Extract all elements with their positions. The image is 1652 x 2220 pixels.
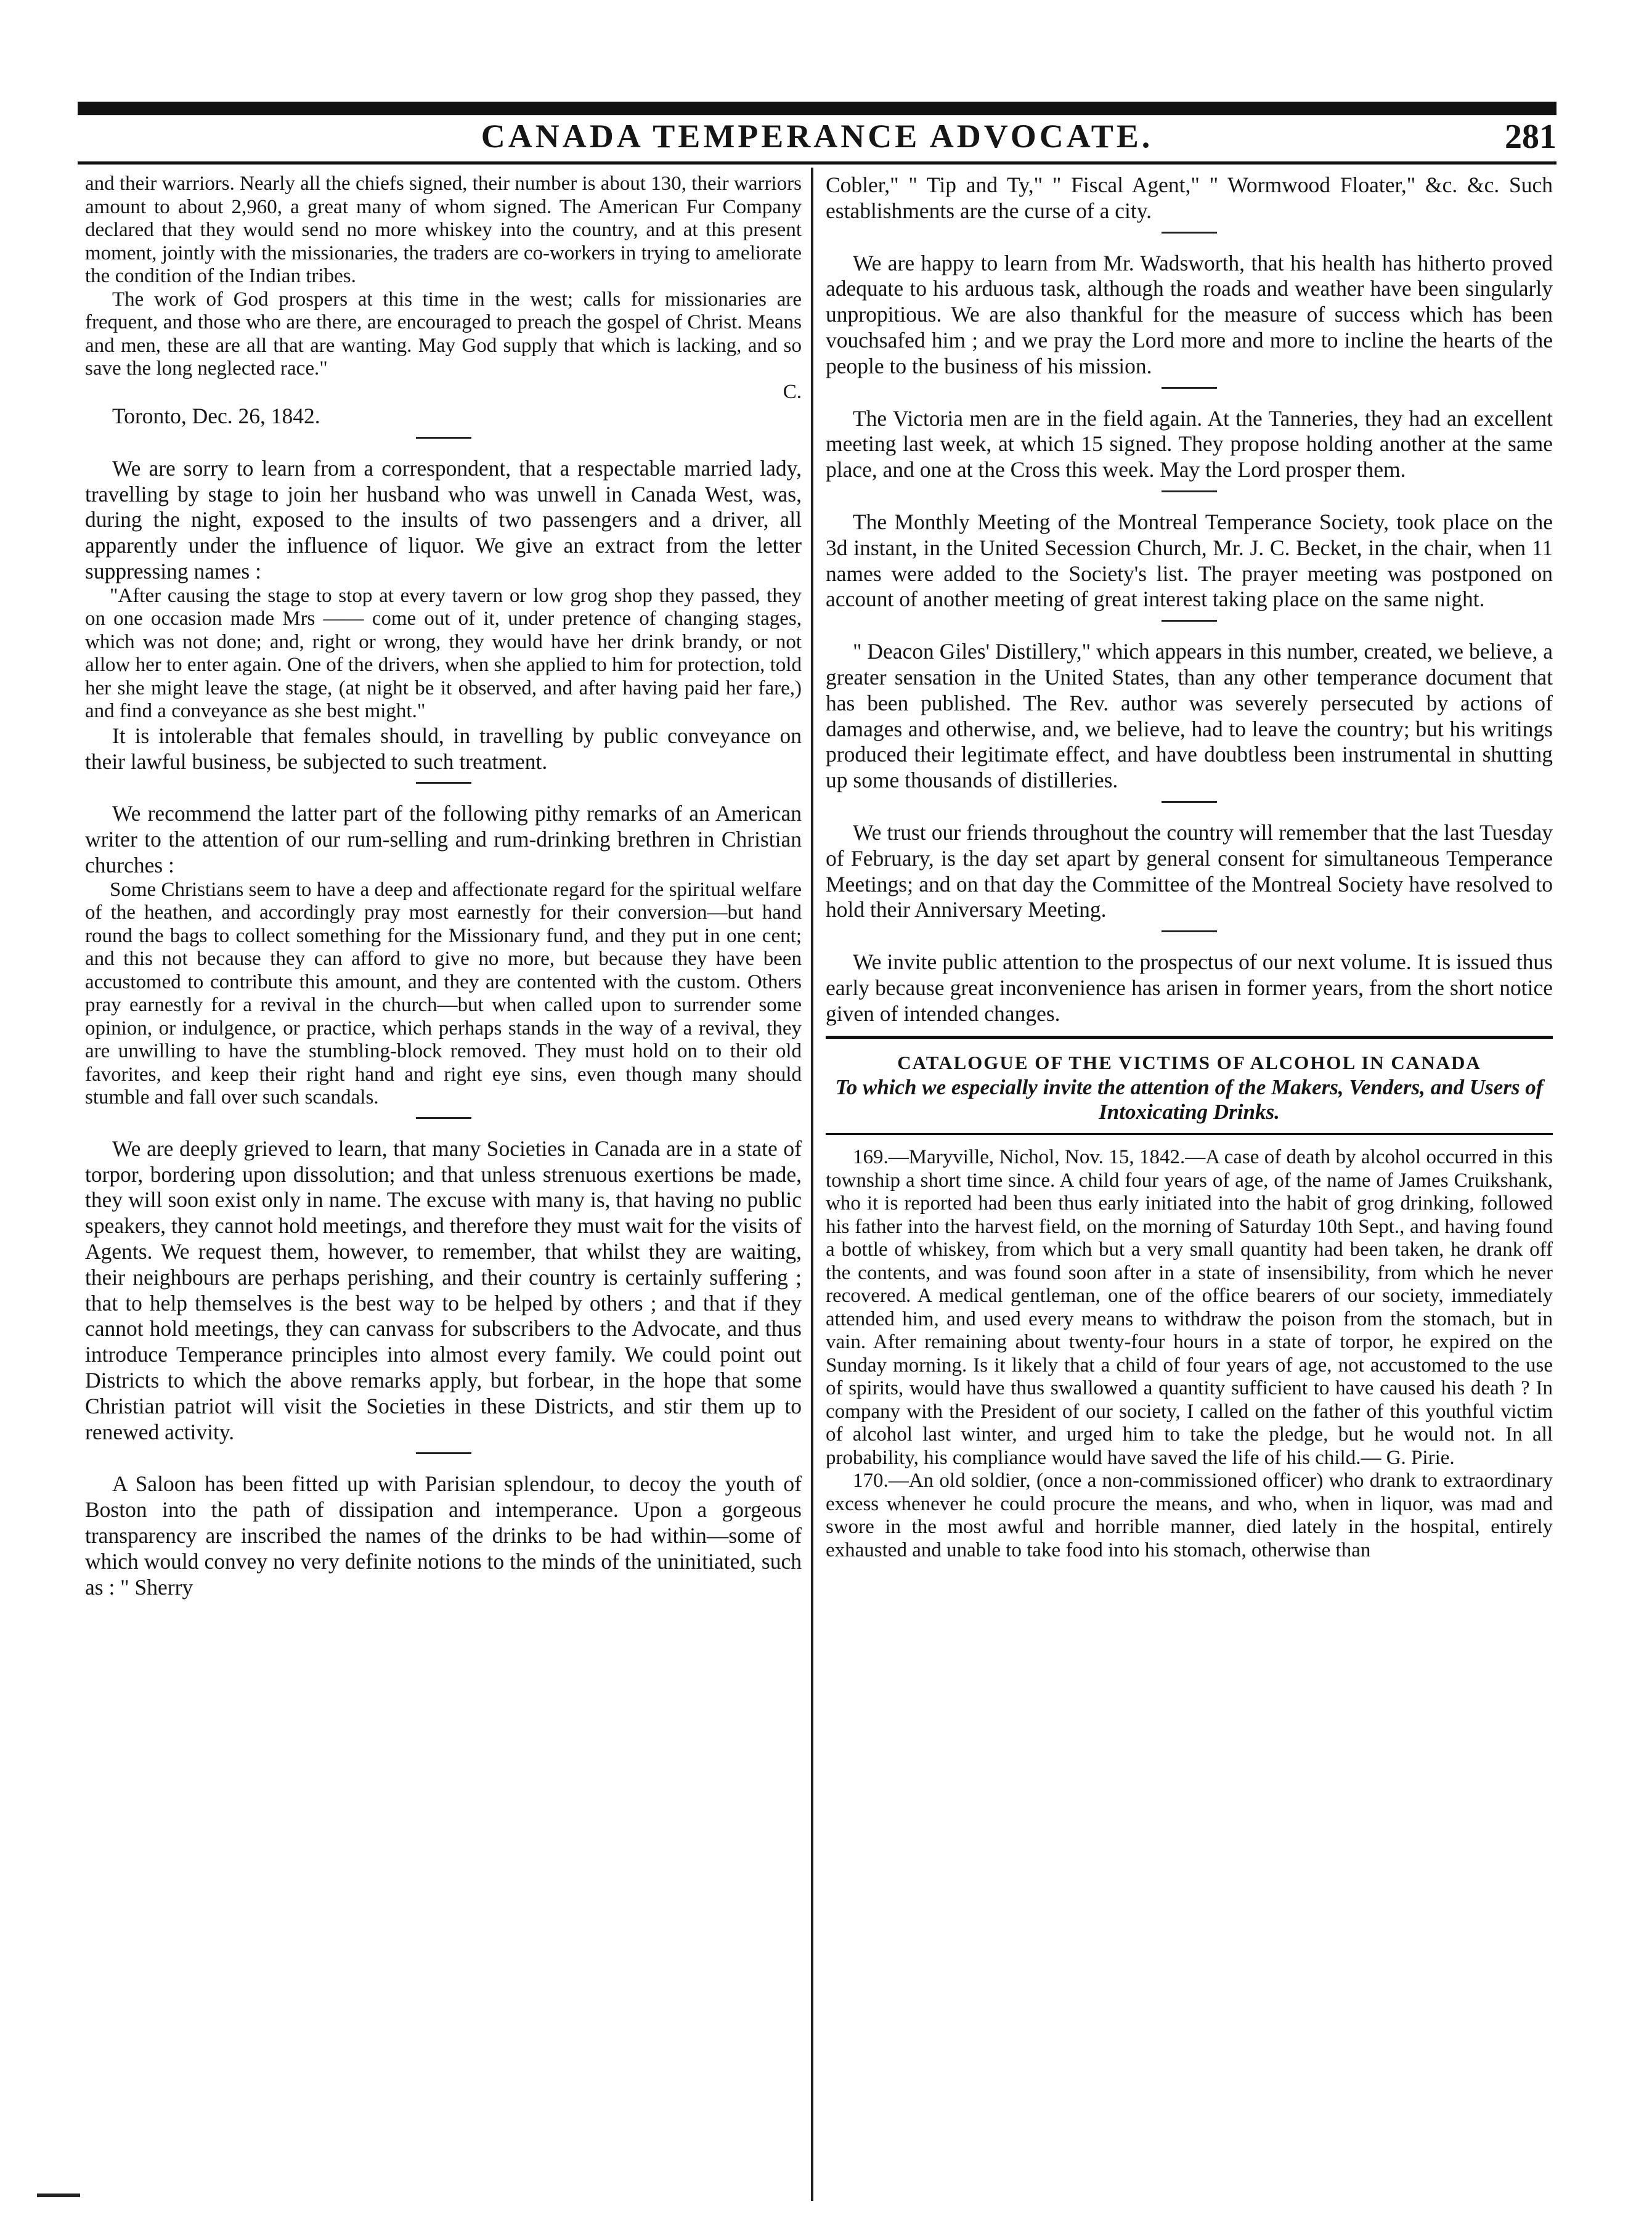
article-paragraph: and their warriors. Nearly all the chiefs signed, their number is about 130, their warriors amount to about 2,960, a great many of whom signed. The American Fur Company declared that they would send no more whiskey into the country, and at this present moment, jointly with the missionaries, the traders are co-workers in trying to ameliorate the condition of the Indian tribes. [85, 173, 802, 287]
article-paragraph: It is intolerable that females should, in travelling by public conveyance on their lawful business, be subjected to such treatment. [85, 723, 802, 774]
article-paragraph: We are deeply grieved to learn, that many Societies in Canada are in a state of torpor, bordering upon dissolution; and that unless strenuous exertions be made, they will soon exist only in name. The excuse with many is, that having no public speakers, they cannot hold meetings, and therefore they must wait for the visits of Agents. We request them, however, to remember, that whilst they are waiting, their neighbours are perhaps perishing, and their country is certainly suffering ; that to help themselves is the best way to be helped by others ; and that if they cannot hold meetings, they can canvass for subscribers to the Advocate, and thus introduce Temperance principles into almost every family. We could point out Districts to which the above remarks apply, but forbear, in the hope that some Christian patriot will visit the Societies in these Districts, and stir them up to renewed activity. [85, 1136, 802, 1444]
section-divider [416, 1117, 471, 1119]
catalogue-top-rule [826, 1036, 1553, 1039]
section-divider [1162, 387, 1217, 389]
article-dateline: Toronto, Dec. 26, 1842. [112, 404, 320, 428]
article-paragraph: The work of God prospers at this time in the west; calls for missionaries are frequent, and those who are there, are encouraged to preach the gospel of Christ. Means and men, these are all that are wanting. May God supply that which is lacking, and so save the long neglected race." [85, 288, 802, 380]
section-divider [416, 1452, 471, 1454]
header-bottom-rule [78, 161, 1556, 165]
catalogue-subtitle: To which we especially invite the attention of the Makers, Venders, and Users of Intoxicating Drinks. [835, 1075, 1544, 1124]
quoted-extract: Some Christians seem to have a deep and affectionate regard for the spiritual welfare of the heathen, and accordingly pray most earnestly for their conversion—but hand round the bags to collect something for the Missionary fund, and they put in one cent; and this not because they can afford to give no more, but because they have been accustomed to contribute this amount, and they are contented with the custom. Others pray earnestly for a revival in the church—but when called upon to surrender some opinion, or indulgence, or practice, which perhaps stands in the way of a revival, they are unwilling to have the stumbling-block removed. They must hold on to their old favorites, and keep their right hand and right eye sins, even though many should stumble and fall over such scandals. [85, 878, 802, 1109]
section-divider [416, 437, 471, 439]
quoted-extract: "After causing the stage to stop at every tavern or low grog shop they passed, they on one occasion made Mrs —— come out of it, under pretence of changing stages, which was not done; and, right or wrong, they would have her drink brandy, or not allow her to enter again. One of the drivers, when she applied to him for protection, told her she might leave the stage, (at night be it observed, and after having paid her fare,) and find a conveyance as she best might." [85, 584, 802, 723]
article-paragraph: " Deacon Giles' Distillery," which appears in this number, created, we believe, a greater sensation in the United States, than any other temperance document that has been published. The Rev. author was severely persecuted by actions of damages and otherwise, and, we believe, had to leave the country; but his writings produced their legitimate effect, and have doubtless been instrumental in shutting up some thousands of distilleries. [826, 639, 1553, 793]
column-divider [811, 168, 813, 2201]
article-paragraph: A Saloon has been fitted up with Parisian splendour, to decoy the youth of Boston into the path of dissipation and intemperance. Upon a gorgeous transparency are inscribed the names of the drinks to be had within—some of which would convey no very definite notions to the minds of the uninitiated, such as : " Sherry [85, 1471, 802, 1600]
page-header [78, 117, 1556, 160]
article-paragraph: We are sorry to learn from a correspondent, that a respectable married lady, travelling by stage to join her husband who was unwell in Canada West, was, during the night, exposed to the insults of two passengers and a driver, all apparently under the influence of liquor. We give an extract from the letter suppressing names : [85, 455, 802, 583]
article-paragraph: We recommend the latter part of the following pithy remarks of an American writer to the attention of our rum-selling and rum-drinking brethren in Christian churches : [85, 801, 802, 877]
page-corner-mark [37, 2194, 80, 2197]
section-divider [1162, 232, 1217, 234]
catalogue-title: CATALOGUE OF THE VICTIMS OF ALCOHOL IN CANADA [897, 1051, 1481, 1073]
catalogue-bottom-rule [826, 1133, 1553, 1135]
page-number: 281 [1505, 118, 1556, 156]
article-signature: C. [783, 380, 802, 403]
section-divider [416, 782, 471, 784]
header-top-rule [78, 102, 1556, 115]
section-divider [1162, 930, 1217, 932]
article-paragraph: The Monthly Meeting of the Montreal Temperance Society, took place on the 3d instant, in the United Secession Church, Mr. J. C. Becket, in the chair, when 11 names were added to the Society's list. The prayer meeting was postponed on account of another meeting of great interest taking place on the same night. [826, 509, 1553, 612]
section-divider [1162, 490, 1217, 492]
article-paragraph: We are happy to learn from Mr. Wadsworth, that his health has hitherto proved adequate to his arduous task, although the roads and weather have been singularly unpropitious. We are also thankful for the measure of success which has been vouchsafed him ; and we pray the Lord more and more to incline the hearts of the people to the business of his mission. [826, 250, 1553, 378]
article-paragraph: We invite public attention to the prospectus of our next volume. It is issued thus early because great inconvenience has arisen in former years, from the short notice given of intended changes. [826, 949, 1553, 1026]
article-paragraph: We trust our friends throughout the country will remember that the last Tuesday of February, is the day set apart by general consent for simultaneous Temperance Meetings; and on that day the Committee of the Montreal Society have resolved to hold their Anniversary Meeting. [826, 819, 1553, 922]
publication-title: CANADA TEMPERANCE ADVOCATE. [481, 118, 1154, 155]
article-paragraph: Cobler," " Tip and Ty," " Fiscal Agent," " Wormwood Floater," &c. &c. Such establishments are the curse of a city. [826, 173, 1553, 223]
catalogue-entry: 169.—Maryville, Nichol, Nov. 15, 1842.—A case of death by alcohol occurred in this township a short time since. A child four years of age, of the name of James Cruikshank, who it is reported had been thus early initiated into the habit of grog drinking, followed his father into the harvest field, on the morning of Saturday 10th Sept., and having found a bottle of whiskey, from which but a very small quantity had been taken, he drank off the contents, and was found soon after in a state of insensibility, from which he never recovered. A medical gentleman, one of the office bearers of our society, immediately attended him, and used every means to withdraw the poison from the stomach, but in vain. After remaining about twenty-four hours in a state of torpor, he expired on the Sunday morning. Is it likely that a child of four years of age, not accustomed to the use of spirits, would have thus swallowed a quantity sufficient to have caused his death ? In company with the President of our society, I called on the father of this youthful victim of alcohol last winter, and urged him to take the pledge, but he would not. In all probability, his compliance would have saved the life of his child.— G. Pirie. [826, 1146, 1553, 1469]
section-divider [1162, 801, 1217, 803]
catalogue-entry: 170.—An old soldier, (once a non-commissioned officer) who drank to extraordinary excess whenever he could procure the means, and who, when in liquor, was mad and swore in the most awful and horrible manner, died lately in the hospital, entirely exhausted and unable to take food into his stomach, otherwise than [826, 1470, 1553, 1561]
left-column [85, 173, 802, 1600]
right-column [826, 173, 1553, 1562]
section-divider [1162, 620, 1217, 622]
article-paragraph: The Victoria men are in the field again. At the Tanneries, they had an excellent meeting last week, at which 15 signed. They propose holding another at the same place, and one at the Cross this week. May the Lord prosper them. [826, 405, 1553, 482]
